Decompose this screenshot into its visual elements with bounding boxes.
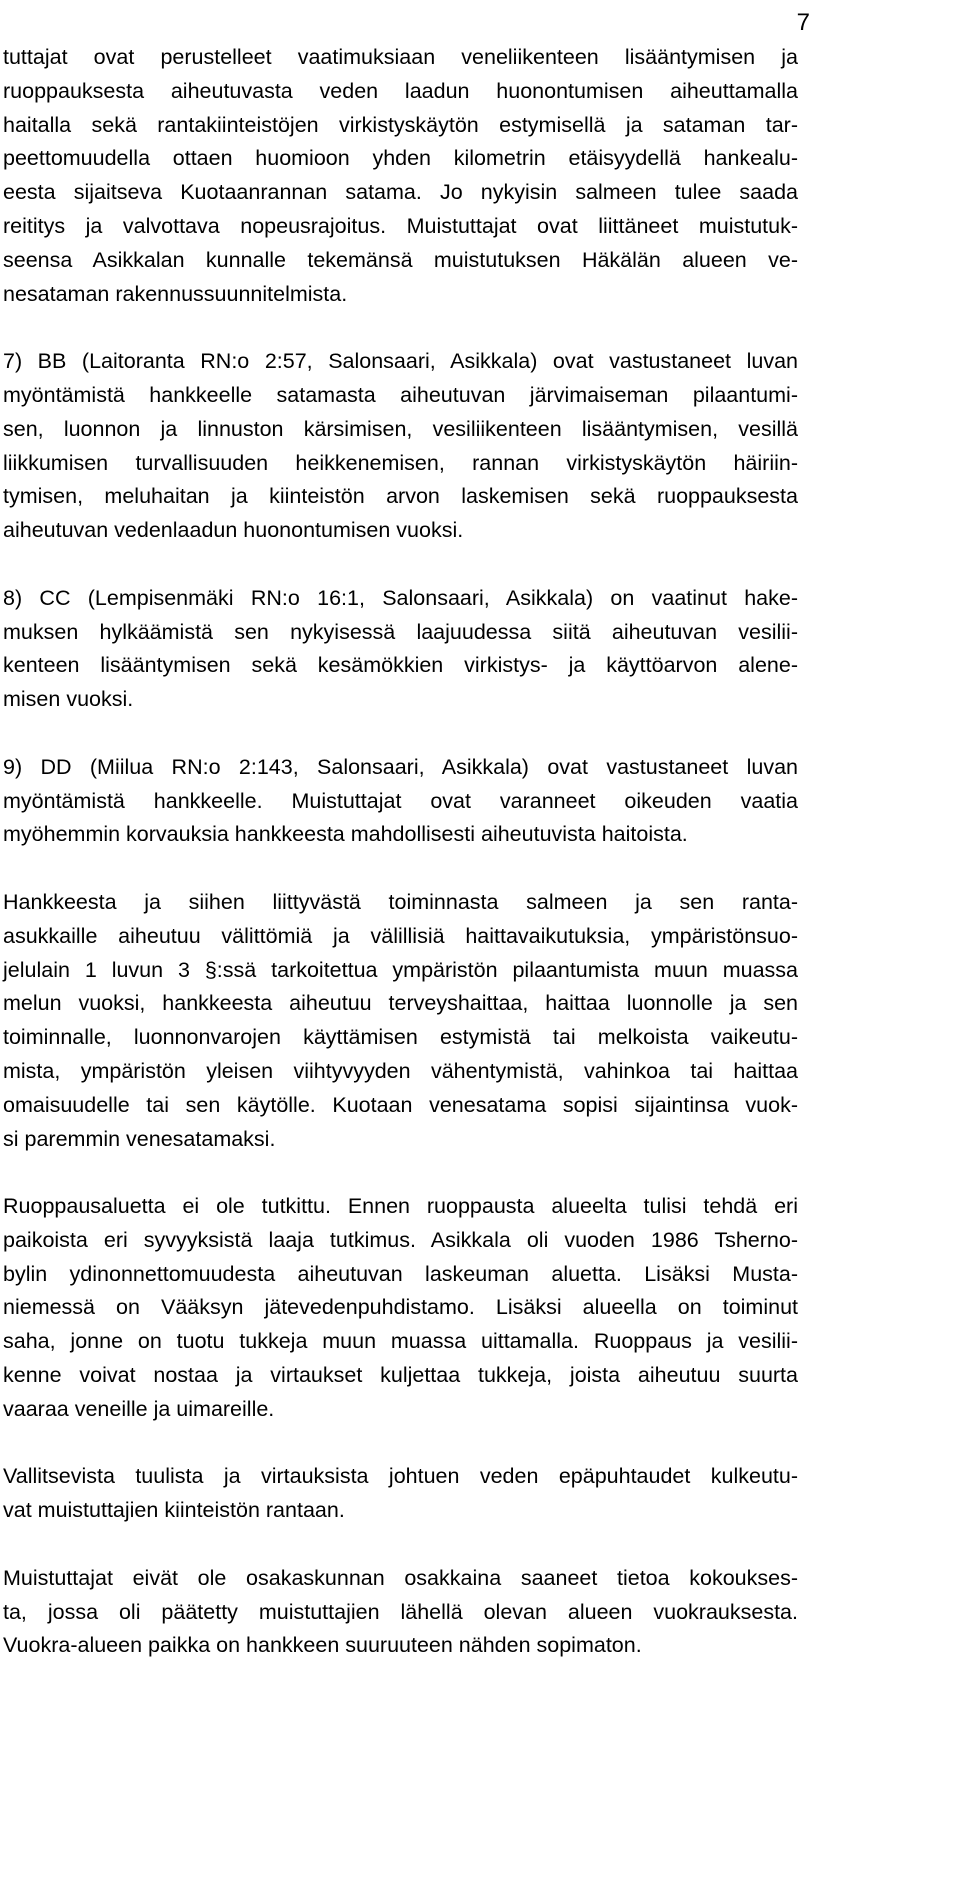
text-line: nesataman rakennussuunnitelmista. <box>3 281 348 306</box>
text-line: ruoppauksesta aiheutuvasta veden laadun huonontumisen aiheuttamalla <box>3 78 798 103</box>
text-line: mista, ympäristön yleisen viihtyvyyden vähentymistä, vahinkoa tai haittaa <box>3 1058 798 1083</box>
paragraph <box>3 582 798 717</box>
paragraph <box>3 41 798 311</box>
document-body <box>3 41 798 1663</box>
text-line: sen, luonnon ja linnuston kärsimisen, vesiliikenteen lisääntymisen, vesillä <box>3 416 798 441</box>
text-line: myöhemmin korvauksia hankkeesta mahdollisesti aiheutuvista haitoista. <box>3 822 688 847</box>
paragraph <box>3 886 798 1156</box>
paragraph <box>3 1562 798 1663</box>
text-line: bylin ydinonnettomuudesta aiheutuvan laskeuman aluetta. Lisäksi Musta- <box>3 1261 798 1286</box>
text-line: muksen hylkäämistä sen nykyisessä laajuudessa siitä aiheutuvan vesilii- <box>3 619 798 644</box>
text-line: vaaraa veneille ja uimareille. <box>3 1396 275 1421</box>
text-line: misen vuoksi. <box>3 687 134 712</box>
text-line: myöntämistä hankkeelle satamasta aiheutuvan järvimaiseman pilaantumi- <box>3 382 798 407</box>
text-line: eesta sijaitseva Kuotaanrannan satama. Jo nykyisin salmeen tulee saada <box>3 180 798 205</box>
text-line: Ruoppausaluetta ei ole tutkittu. Ennen ruoppausta alueelta tulisi tehdä eri <box>3 1194 798 1219</box>
paragraph <box>3 345 798 548</box>
text-line: 9) DD (Miilua RN:o 2:143, Salonsaari, Asikkala) ovat vastustaneet luvan <box>3 754 798 779</box>
text-line: peettomuudella ottaen huomioon yhden kilometrin etäisyydellä hankealu- <box>3 146 798 171</box>
text-line: saha, jonne on tuotu tukkeja muun muassa uittamalla. Ruoppaus ja vesilii- <box>3 1329 798 1354</box>
text-line: reititys ja valvottava nopeusrajoitus. Muistuttajat ovat liittäneet muistutuk- <box>3 213 798 238</box>
text-line: aiheutuvan vedenlaadun huonontumisen vuoksi. <box>3 518 464 543</box>
text-line: niemessä on Vääksyn jätevedenpuhdistamo. Lisäksi alueella on toiminut <box>3 1295 798 1320</box>
text-line: haitalla sekä rantakiinteistöjen virkistyskäytön estymisellä ja sataman tar- <box>3 112 798 137</box>
text-line: kenteen lisääntymisen sekä kesämökkien virkistys- ja käyttöarvon alene- <box>3 653 798 678</box>
page-number: 7 <box>796 9 810 36</box>
text-line: 8) CC (Lempisenmäki RN:o 16:1, Salonsaari, Asikkala) on vaatinut hake- <box>3 585 798 610</box>
text-line: melun vuoksi, hankkeesta aiheutuu terveyshaittaa, haittaa luonnolle ja sen <box>3 991 798 1016</box>
text-line: myöntämistä hankkeelle. Muistuttajat ovat varanneet oikeuden vaatia <box>3 788 798 813</box>
text-line: seensa Asikkalan kunnalle tekemänsä muistutuksen Häkälän alueen ve- <box>3 247 798 272</box>
text-line: vat muistuttajien kiinteistön rantaan. <box>3 1498 345 1523</box>
paragraph <box>3 1190 798 1427</box>
text-line: jelulain 1 luvun 3 §:ssä tarkoitettua ympäristön pilaantumista muun muassa <box>3 957 798 982</box>
text-line: tymisen, meluhaitan ja kiinteistön arvon laskemisen sekä ruoppauksesta <box>3 484 798 509</box>
text-line: si paremmin venesatamaksi. <box>3 1126 276 1151</box>
text-line: Vuokra-alueen paikka on hankkeen suuruuteen nähden sopimaton. <box>3 1633 642 1658</box>
text-line: asukkaille aiheutuu välittömiä ja välillisiä haittavaikutuksia, ympäristönsuo- <box>3 923 798 948</box>
paragraph <box>3 751 798 852</box>
text-line: kenne voivat nostaa ja virtaukset kuljettaa tukkeja, joista aiheutuu suurta <box>3 1363 798 1388</box>
text-line: Muistuttajat eivät ole osakaskunnan osakkaina saaneet tietoa kokoukses- <box>3 1565 798 1590</box>
text-line: liikkumisen turvallisuuden heikkenemisen, rannan virkistyskäytön häiriin- <box>3 450 798 475</box>
text-line: ta, jossa oli päätetty muistuttajien lähellä olevan alueen vuokrauksesta. <box>3 1599 798 1624</box>
text-line: toiminnalle, luonnonvarojen käyttämisen estymistä tai melkoista vaikeutu- <box>3 1025 798 1050</box>
text-line: 7) BB (Laitoranta RN:o 2:57, Salonsaari, Asikkala) ovat vastustaneet luvan <box>3 349 798 374</box>
text-line: paikoista eri syvyyksistä laaja tutkimus. Asikkala oli vuoden 1986 Tsherno- <box>3 1227 798 1252</box>
text-line: omaisuudelle tai sen käytölle. Kuotaan venesatama sopisi sijaintinsa vuok- <box>3 1092 798 1117</box>
text-line: tuttajat ovat perustelleet vaatimuksiaan veneliikenteen lisääntymisen ja <box>3 45 798 69</box>
paragraph <box>3 1460 798 1528</box>
text-line: Vallitsevista tuulista ja virtauksista johtuen veden epäpuhtaudet kulkeutu- <box>3 1464 798 1489</box>
text-line: Hankkeesta ja siihen liittyvästä toiminnasta salmeen ja sen ranta- <box>3 889 798 914</box>
